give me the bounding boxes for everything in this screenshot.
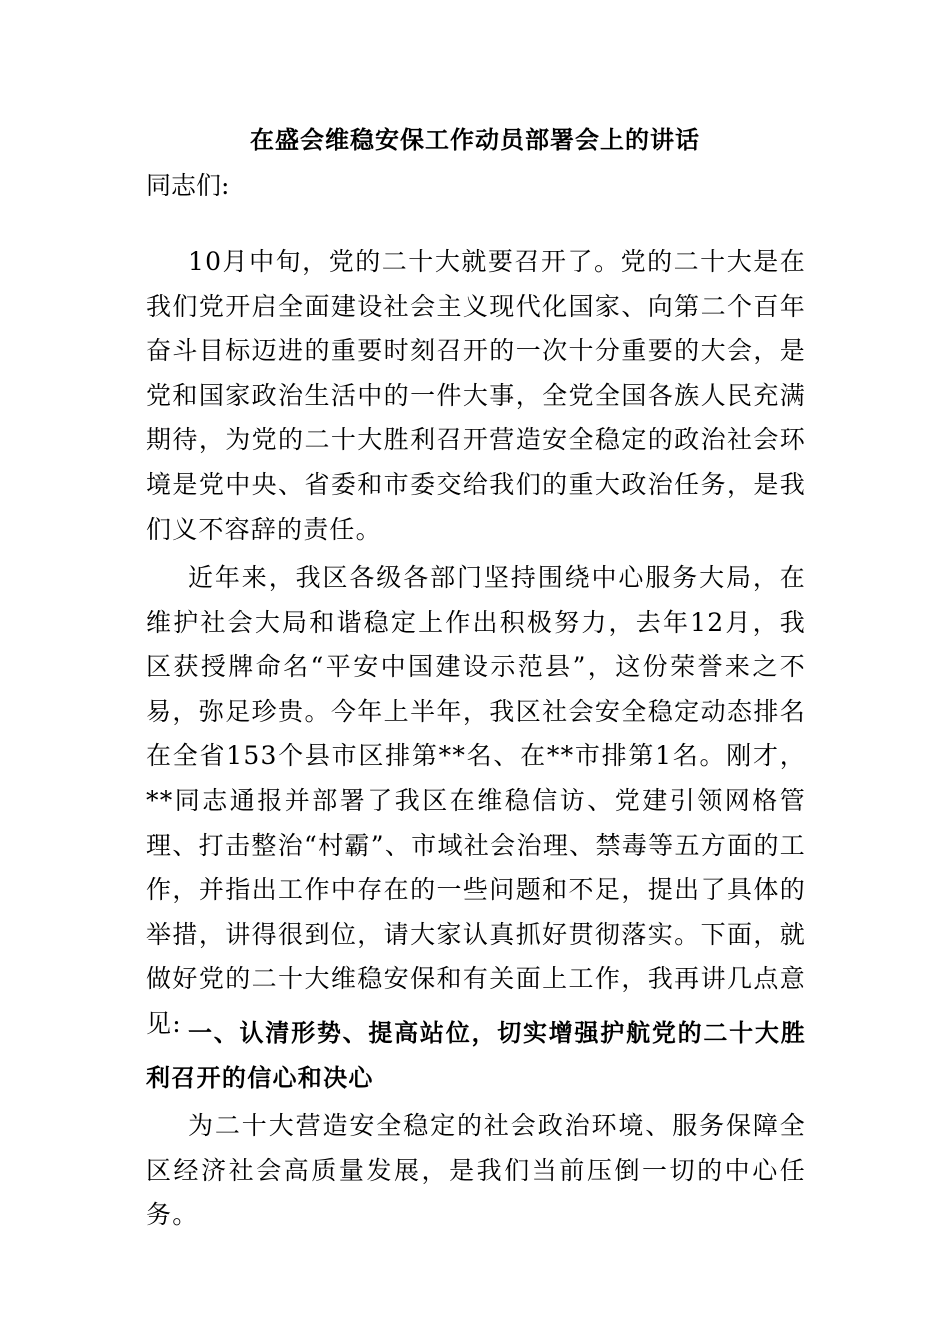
salutation: 同志们: [146, 171, 230, 200]
section-paragraph: 为二十大营造安全稳定的社会政治环境、服务保障全区经济社会高质量发展，是我们当前压倒一切的中心任务。 [146, 1111, 806, 1230]
paragraph-2: 近年来，我区各级各部门坚持围绕中心服务大局，在维护社会大局和谐稳定上作出积极努力，去年12月，我区获授牌命名“平安中国建设示范县”，这份荣誉来之不易，弥足珍贵。今年上半年，我区社会安全稳定动态排名在全省153个县市区排第**名、在**市排第1名。刚才，**同志通报并部署了我区在维稳信访、党建引领网格管理、打击整治“村霸”、市域社会治理、禁毒等五方面的工作，并指出工作中存在的一些问题和不足，提出了具体的举措，讲得很到位，请大家认真抓好贯彻落实。下面，就做好党的二十大维稳安保和有关面上工作，我再讲几点意见: [146, 563, 806, 1038]
document-title: 在盛会维稳安保工作动员部署会上的讲话 [250, 126, 700, 154]
section-heading: 一、认清形势、提高站位，切实增强护航党的二十大胜利召开的信心和决心 [146, 1019, 806, 1092]
paragraph-1: 10月中旬，党的二十大就要召开了。党的二十大是在我们党开启全面建设社会主义现代化国家、向第二个百年奋斗目标迈进的重要时刻召开的一次十分重要的大会，是党和国家政治生活中的一件大事，全党全国各族人民充满期待，为党的二十大胜利召开营造安全稳定的政治社会环境是党中央、省委和市委交给我们的重大政治任务，是我们义不容辞的责任。 [146, 247, 806, 544]
